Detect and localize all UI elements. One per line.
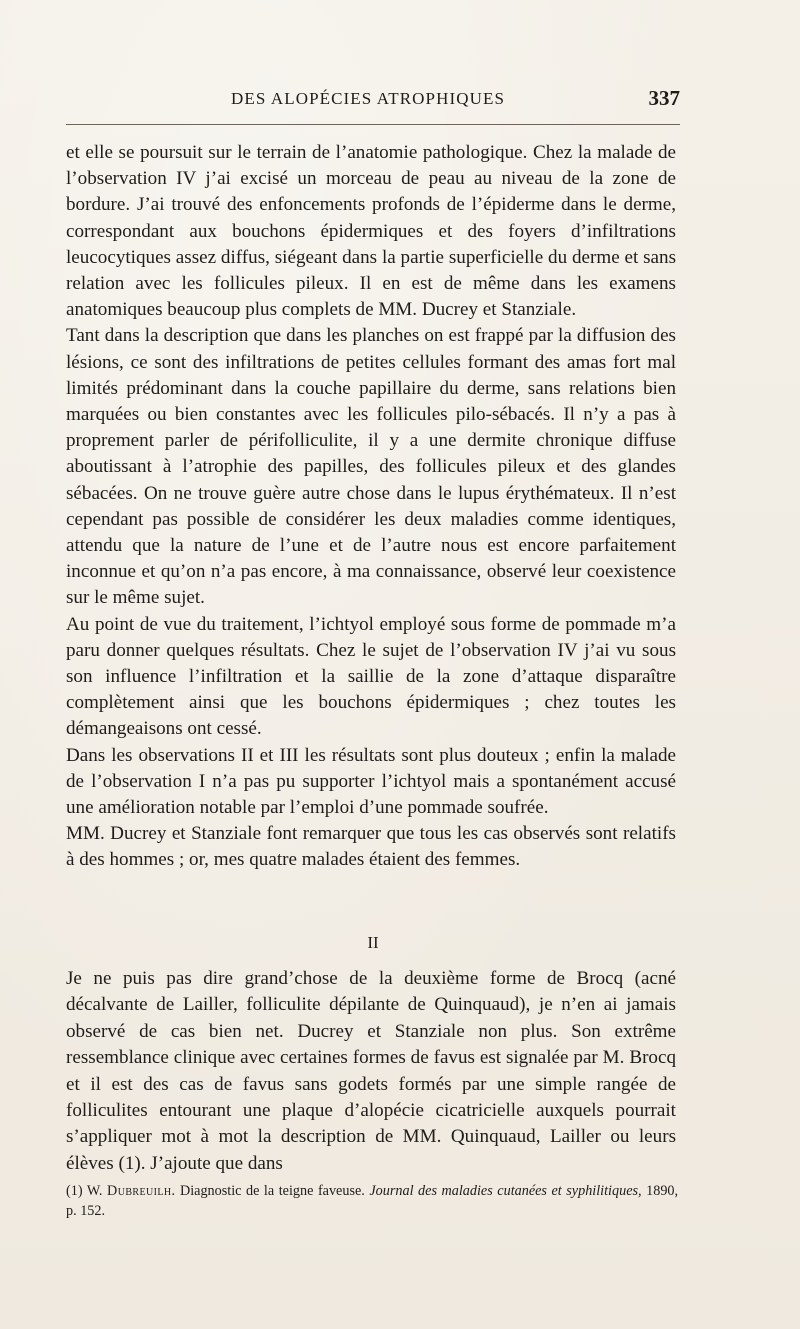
section-text-block: [66, 966, 676, 1177]
paragraph-3: Au point de vue du traitement, l’ichtyol employé sous forme de pommade m’a paru donner quelques résultats. Chez le sujet de l’observation IV j’ai vu sous son influence l’infiltration et la saillie de la zone d’attaque disparaître complètement ainsi que les bouchons épidermiques ; chez toutes les démangeaisons ont cessé.: [66, 613, 676, 740]
footnote-journal: Journal des maladies cutanées et syphilitiques,: [369, 1183, 642, 1199]
page-number: 337: [648, 86, 680, 110]
header-rule: [66, 124, 680, 125]
footnote-author: Dubreuilh.: [107, 1183, 176, 1199]
footnote: [66, 1181, 678, 1221]
paragraph-4: Dans les observations II et III les résultats sont plus douteux ; enfin la malade de l’observation I n’a pas pu supporter l’ichtyol mais a spontanément accusé une amélioration notable par l’emploi d’une pommade soufrée.: [66, 744, 676, 819]
footnote-details: 1890, p. 152.: [66, 1183, 679, 1219]
main-text-block: [66, 140, 676, 874]
paragraph-1: et elle se poursuit sur le terrain de l’anatomie pathologique. Chez la malade de l’observation IV j’ai excisé un morceau de peau au niveau de la zone de bordure. J’ai trouvé des enfoncements profonds de l’épiderme dans le derme, correspondant aux bouchons épidermiques et des foyers d’infiltrations leucocytiques assez diffus, siégeant dans la partie superficielle du derme et sans relation avec les follicules pileux. Il en est de même dans les examens anatomiques beaucoup plus complets de MM. Ducrey et Stanziale.: [66, 142, 676, 321]
paragraph-5: MM. Ducrey et Stanziale font remarquer que tous les cas observés sont relatifs à des hommes ; or, mes quatre malades étaient des femmes.: [66, 823, 676, 871]
page-header: [66, 86, 680, 116]
paragraph-2: Tant dans la description que dans les planches on est frappé par la diffusion des lésions, ce sont des infiltrations de petites cellules formant des amas fort mal limités prédominant dans la couche papillaire du derme, sans relations bien marquées ou bien constantes avec les follicules pilo-sébacés. Il n’y a pas à proprement parler de périfolliculite, il y a une dermite chronique diffuse aboutissant à l’atrophie des papilles, des follicules pileux et des glandes sébacées. On ne trouve guère autre chose dans le lupus érythémateux. Il n’est cependant pas possible de considérer les deux maladies comme identiques, attendu que la nature de l’une et de l’autre nous est encore parfaitement inconnue et qu’on n’a pas encore, à ma connaissance, observé leur coexistence sur le même sujet.: [66, 325, 676, 609]
section-paragraph: Je ne puis pas dire grand’chose de la deuxième forme de Brocq (acné décalvante de Lailler, folliculite dépilante de Quinquaud), je n’en ai jamais observé de cas bien net. Ducrey et Stanziale non plus. Son extrême ressemblance clinique avec certaines formes de favus est signalée par M. Brocq et il est des cas de favus sans godets formés par une simple rangée de folliculites entourant une plaque d’alopécie cicatricielle auxquels pourrait s’appliquer mot à mot la description de MM. Quinquaud, Lailler ou leurs élèves (1). J’ajoute que dans: [66, 968, 676, 1174]
section-heading: II: [367, 933, 379, 952]
footnote-marker: (1) W.: [66, 1183, 103, 1199]
running-title: DES ALOPÉCIES ATROPHIQUES: [231, 89, 506, 108]
footnote-text: Diagnostic de la teigne faveuse.: [179, 1183, 365, 1199]
